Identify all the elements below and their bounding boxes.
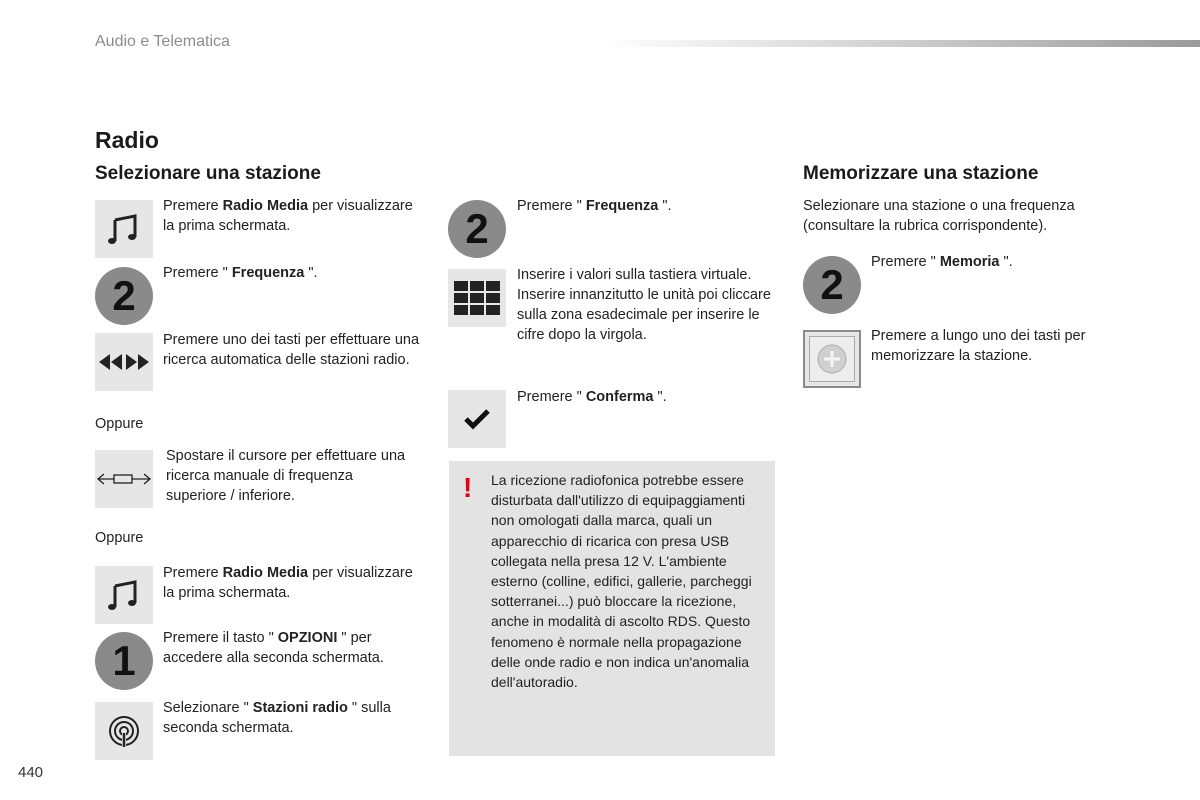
step-number-2: 2 [803,256,861,314]
music-note-icon [95,200,153,258]
step-auto-search-text: Premere uno dei tasti per effettuare una ricerca automatica delle stazioni radio. [163,332,420,368]
warning-note-text: La ricezione radiofonica potrebbe essere disturbata dall'utilizzo di equipaggiamenti non omologati dalla marca, quali un apparecchio di ricarica con presa USB collegata nella presa 12 V. L'ambiente esterno (colline, edifici, gallerie, parcheggi sotterranei...) può bloccare la ricezione, anche in modalità di ascolto RDS. Questo fenomeno è normale nella propagazione delle onde radio e non indica un'anomalia dell'autoradio. [491,472,752,691]
step-radio-media-text: Premere Radio Media per visualizzare la prima schermata. [163,198,413,234]
page-number: 440 [18,764,44,781]
step-manual-search-text: Spostare il cursore per effettuare una ricerca manuale di frequenza superiore / inferiore. [166,448,406,504]
memorize-intro-text: Selezionare una stazione o una frequenza (consultare la rubrica corrispondente). [803,198,1075,234]
step-options-text: Premere il tasto " OPZIONI " per accedere alla seconda schermata. [163,630,384,666]
step-long-press-text: Premere a lungo uno dei tasti per memorizzare la stazione. [871,328,1086,364]
step-frequency-text: Premere " Frequenza ". [163,265,318,281]
running-header: Audio e Telematica [95,33,230,50]
keypad-grid-icon [448,269,506,327]
seek-arrows-icon [95,333,153,391]
oppure-label-1: Oppure [95,416,144,432]
step-confirm-text: Premere " Conferma ". [517,389,667,405]
radio-broadcast-icon [95,702,153,760]
slider-cursor-icon [95,450,153,508]
section-heading-select: Selezionare una stazione [95,163,321,184]
music-note-icon [95,566,153,624]
step-number-2: 2 [448,200,506,258]
warning-exclamation-icon: ! [463,472,473,503]
add-preset-icon [803,330,861,388]
step-radio-stations-text: Selezionare " Stazioni radio " sulla seconda schermata. [163,700,391,736]
step-keypad-text: Inserire i valori sulla tastiera virtuale. Inserire innanzitutto le unità poi cliccare sulla zona esadecimale per inserire le cifre dopo la virgola. [517,267,771,343]
checkmark-icon [448,390,506,448]
step-frequency-text-2: Premere " Frequenza ". [517,198,672,214]
section-heading-memorize: Memorizzare una stazione [803,163,1039,184]
header-rule [600,40,1200,47]
page-title: Radio [95,127,159,153]
step-radio-media-text-2: Premere Radio Media per visualizzare la prima schermata. [163,565,413,601]
step-memory-text: Premere " Memoria ". [871,254,1013,270]
oppure-label-2: Oppure [95,530,144,546]
step-number-1: 1 [95,632,153,690]
step-number-2: 2 [95,267,153,325]
